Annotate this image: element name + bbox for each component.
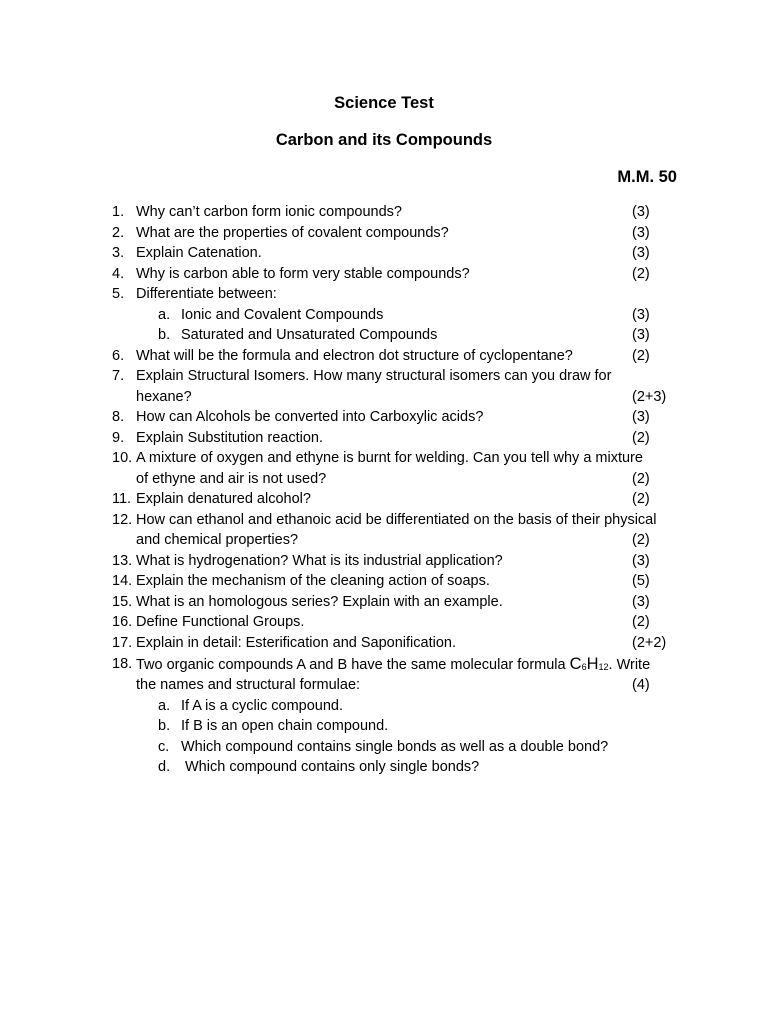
question-text: How can ethanol and ethanoic acid be differentiated on the basis of their physical (136, 511, 657, 528)
question-number: 13. (112, 552, 133, 569)
question-continuation (0, 530, 768, 551)
question-text: What is an homologous series? Explain with an example. (136, 593, 503, 610)
question-number: 5. (112, 286, 125, 302)
question-marks: (2) (632, 265, 650, 282)
question-marks: (3) (632, 204, 650, 220)
question-text: Explain the mechanism of the cleaning action of soaps. (136, 573, 490, 589)
question-marks: (2) (632, 491, 650, 507)
question-item (0, 366, 768, 387)
question-item (0, 653, 768, 675)
question-number: 18. (112, 656, 133, 672)
question-text: Explain in detail: Esterification and Saponification. (136, 634, 456, 651)
page-title: Science Test (334, 94, 434, 112)
question-item (0, 489, 768, 510)
question-number: 11. (112, 491, 132, 507)
subpart-text: Which compound contains single bonds as well as a double bond? (181, 738, 609, 755)
question-continuation (0, 387, 768, 408)
question-text-continued: the names and structural formulae: (136, 677, 361, 693)
question-number: 3. (112, 245, 125, 261)
subpart-item (0, 696, 768, 717)
question-text-continued: of ethyne and air is not used? (136, 470, 327, 487)
question-item (0, 243, 768, 264)
question-text: Define Functional Groups. (136, 614, 305, 630)
question-number: 15. (112, 593, 133, 610)
subpart-item (0, 305, 768, 326)
question-number: 4. (112, 265, 125, 282)
question-text: Explain Catenation. (136, 245, 262, 261)
formula-hydrogen: H (586, 655, 599, 673)
subpart-text: Saturated and Unsaturated Compounds (181, 327, 438, 343)
subpart-text: Ionic and Covalent Compounds (181, 306, 384, 323)
question-marks: (3) (632, 593, 650, 610)
question-text: Explain Substitution reaction. (136, 429, 323, 446)
question-number: 9. (112, 429, 125, 446)
max-marks: M.M. 50 (617, 168, 677, 186)
question-marks: (3) (632, 224, 650, 241)
subpart-marks: (3) (632, 327, 650, 343)
subpart-text: Which compound contains only single bonds? (185, 759, 480, 775)
subpart-marks: (3) (632, 306, 650, 323)
question-marks: (2) (632, 614, 650, 630)
question-text: What will be the formula and electron dot structure of cyclopentane? (136, 347, 573, 364)
question-text-continued: hexane? (136, 388, 192, 405)
question-marks: (2+3) (632, 388, 667, 405)
question-text-after: . Write (608, 657, 651, 673)
question-number: 10. (112, 450, 133, 466)
question-item (0, 633, 768, 654)
question-text: Explain Structural Isomers. How many structural isomers can you draw for (136, 368, 612, 384)
question-item (0, 551, 768, 572)
question-item (0, 202, 768, 223)
page-subtitle: Carbon and its Compounds (275, 131, 493, 149)
subpart-text: If A is a cyclic compound. (181, 697, 343, 714)
subpart-letter: c. (158, 738, 170, 755)
question-marks: (2) (632, 470, 650, 487)
subpart-item (0, 737, 768, 758)
question-item (0, 571, 768, 592)
question-marks: (3) (632, 245, 650, 261)
question-text: Why is carbon able to form very stable compounds? (136, 265, 470, 282)
subpart-text: If B is an open chain compound. (181, 718, 389, 734)
question-marks: (5) (632, 573, 650, 589)
subpart-letter: a. (158, 697, 171, 714)
question-continuation (0, 469, 768, 490)
question-number: 6. (112, 347, 125, 364)
question-text: A mixture of oxygen and ethyne is burnt for welding. Can you tell why a mixture (136, 450, 643, 466)
subpart-item (0, 757, 768, 778)
question-number: 16. (112, 614, 133, 630)
question-marks: (2) (632, 347, 650, 364)
subpart-letter: a. (158, 306, 171, 323)
question-number: 8. (112, 409, 125, 425)
question-text-before: Two organic compounds A and B have the same molecular formula (136, 657, 570, 673)
subpart-item (0, 325, 768, 346)
subpart-letter: b. (158, 327, 171, 343)
question-text: How can Alcohols be converted into Carboxylic acids? (136, 409, 484, 425)
question-continuation (0, 675, 768, 696)
formula-carbon: C (569, 655, 582, 673)
question-item (0, 428, 768, 449)
question-text-continued: and chemical properties? (136, 532, 299, 548)
question-text: What are the properties of covalent compounds? (136, 224, 449, 241)
question-marks: (2) (632, 532, 650, 548)
subpart-item (0, 716, 768, 737)
question-text: What is hydrogenation? What is its industrial application? (136, 552, 503, 569)
question-item (0, 448, 768, 469)
question-item (0, 264, 768, 285)
question-item (0, 510, 768, 531)
question-item (0, 612, 768, 633)
question-marks: (3) (632, 409, 650, 425)
question-number: 2. (112, 224, 125, 241)
question-number: 1. (112, 204, 125, 220)
subpart-letter: d. (158, 759, 171, 775)
question-marks: (2) (632, 429, 650, 446)
question-item (0, 407, 768, 428)
question-number: 14. (112, 573, 133, 589)
question-item (0, 346, 768, 367)
question-item (0, 592, 768, 613)
question-marks: (2+2) (632, 634, 667, 651)
question-item (0, 223, 768, 244)
question-number: 7. (112, 368, 125, 384)
question-marks: (4) (632, 677, 650, 693)
question-marks: (3) (632, 552, 650, 569)
question-text: Differentiate between: (136, 286, 277, 302)
question-list (0, 202, 768, 778)
subpart-letter: b. (158, 718, 171, 734)
formula-hydrogen-count: 12 (598, 662, 609, 672)
question-text: Explain denatured alcohol? (136, 491, 311, 507)
question-number: 12. (112, 511, 133, 528)
question-item (0, 284, 768, 305)
formula-carbon-count: 6 (581, 662, 587, 672)
question-text: Why can’t carbon form ionic compounds? (136, 204, 402, 220)
question-number: 17. (112, 634, 133, 651)
molecular-formula (570, 655, 609, 673)
